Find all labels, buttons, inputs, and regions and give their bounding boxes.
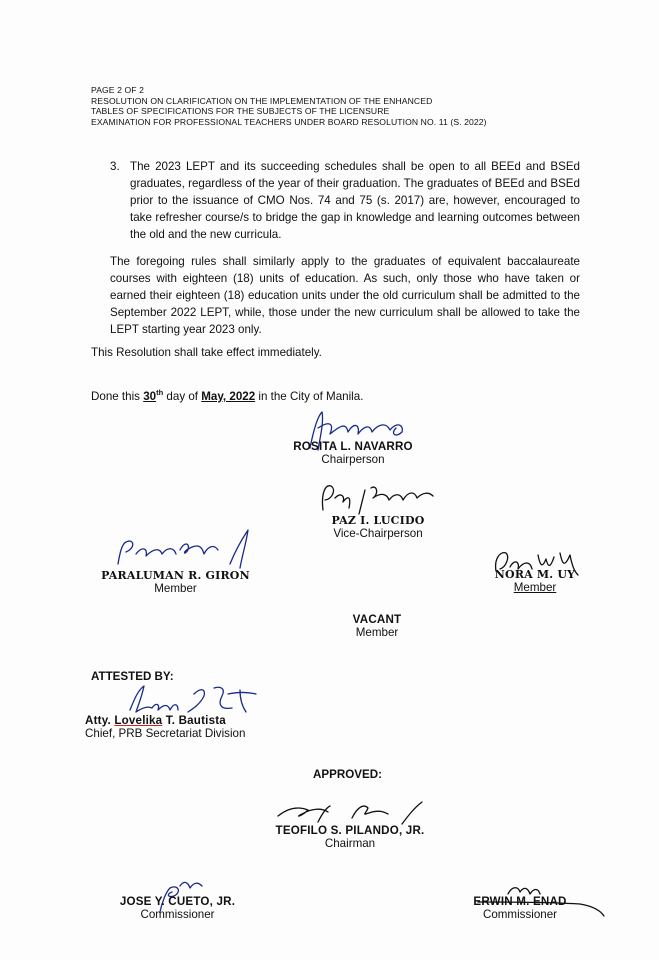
vacant-signature-block: [327, 613, 427, 639]
done-suffix: in the City of Manila.: [255, 389, 364, 403]
page-header: [91, 85, 487, 127]
bautista-first-name: Lovelika: [114, 714, 163, 727]
enad-name: ERWIN M. ENAD: [473, 895, 567, 908]
giron-signature-block: [98, 569, 253, 595]
header-line-title-3: EXAMINATION FOR PROFESSIONAL TEACHERS UNDER BOARD RESOLUTION NO. 11 (S. 2022): [91, 116, 487, 127]
pilando-signature-block: [265, 824, 435, 850]
done-statement: [91, 388, 363, 403]
cueto-name: JOSE Y. CUETO, JR.: [119, 895, 236, 908]
done-mid: day of: [163, 389, 202, 403]
lucido-signature: [315, 480, 440, 518]
attested-by-label: ATTESTED BY:: [91, 670, 174, 683]
done-month: May, 2022: [201, 389, 256, 403]
giron-role: Member: [154, 582, 197, 595]
enad-role: Commissioner: [482, 908, 558, 921]
bautista-role: Chief, PRB Secretariat Division: [85, 727, 246, 740]
uy-signature-block: [485, 568, 585, 594]
cueto-signature-block: [110, 895, 245, 921]
item-text: The 2023 LEPT and its succeeding schedules shall be open to all BEEd and BSEd graduates, regardless of the year of their graduation. The graduates of BEEd and BSEd prior to the issuance of CMO Nos. 74 and 75 (s. 2017) are, however, encouraged to take refresher course/s to bridge the gap in knowledge and learning outcomes between the old and the new curricula.: [130, 160, 580, 241]
enad-signature-block: [465, 895, 575, 921]
bautista-title: Atty.: [85, 714, 115, 727]
approved-label: APPROVED:: [313, 768, 382, 781]
header-line-title-1: RESOLUTION ON CLARIFICATION ON THE IMPLEMENTATION OF THE ENHANCED: [91, 95, 433, 106]
bautista-signature-block: [85, 714, 245, 740]
resolution-item-3: [110, 158, 580, 243]
bautista-name: [85, 714, 245, 727]
header-line-title-2: TABLES OF SPECIFICATIONS FOR THE SUBJECTS OF THE LICENSURE: [91, 106, 390, 116]
done-day-suffix: th: [156, 388, 164, 397]
pilando-role: Chairman: [324, 837, 376, 850]
vacant-role: Member: [355, 626, 399, 639]
done-prefix: Done this: [91, 389, 144, 403]
pilando-name: TEOFILO S. PILANDO, JR.: [275, 824, 425, 837]
header-line-page: PAGE 2 OF 2: [91, 85, 144, 95]
uy-name: NORA M. UY: [494, 568, 576, 581]
lucido-signature-block: [303, 514, 453, 540]
bautista-surname: T. Bautista: [162, 714, 226, 727]
lucido-role: Vice-Chairperson: [333, 527, 423, 540]
item-number: 3.: [110, 160, 120, 173]
giron-name: PARALUMAN R. GIRON: [101, 569, 250, 582]
navarro-name: ROSITA L. NAVARRO: [293, 440, 413, 453]
foregoing-rules-paragraph: The foregoing rules shall similarly apply to the graduates of equivalent baccalaureate courses with eighteen (18) units of education. As such, only those who have taken or earned their eighteen (18) education units under the old curriculum shall be admitted to the September 2022 LEPT, while, those under the new curriculum shall be allowed to take the LEPT starting year 2023 only.: [110, 255, 580, 336]
navarro-role: Chairperson: [321, 453, 385, 466]
giron-signature: [112, 524, 272, 572]
bautista-signature: [122, 682, 272, 718]
lucido-name: PAZ I. LUCIDO: [331, 514, 425, 527]
vacant-name: VACANT: [352, 613, 402, 626]
effectivity-statement: This Resolution shall take effect immediately.: [91, 346, 322, 359]
done-day: 30: [143, 389, 157, 403]
cueto-role: Commissioner: [140, 908, 215, 921]
navarro-signature-block: [278, 440, 428, 466]
uy-role: Member: [513, 581, 557, 594]
